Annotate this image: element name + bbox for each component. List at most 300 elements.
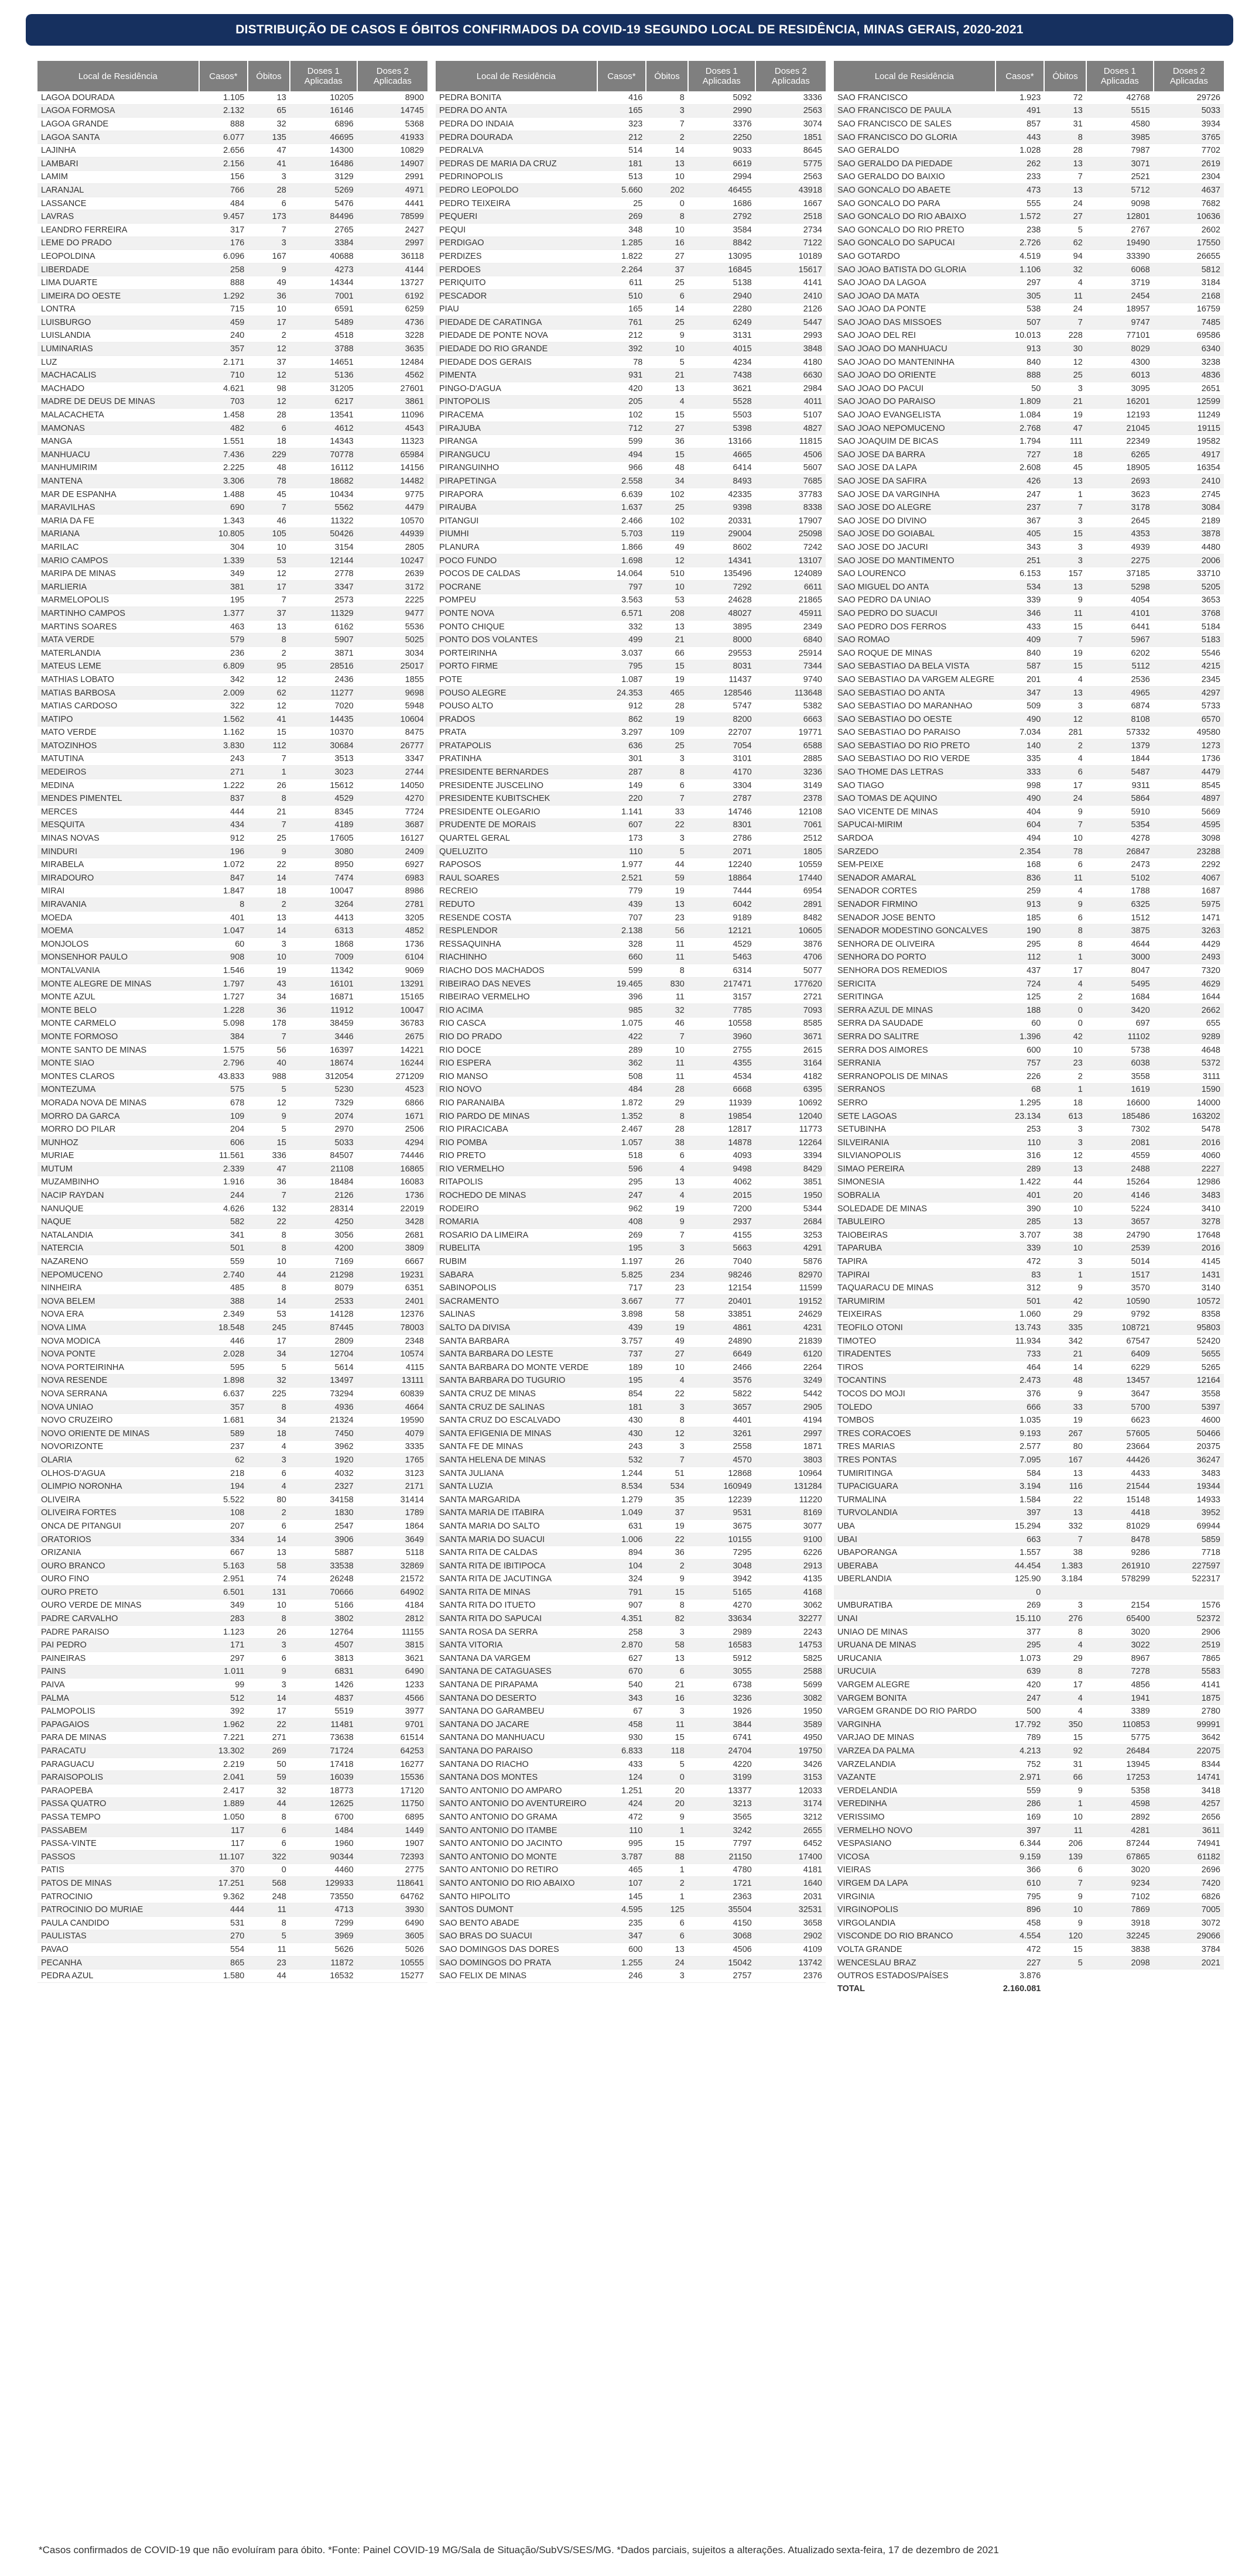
cell-doses1: 16532 bbox=[290, 1969, 357, 1983]
table-row bbox=[436, 170, 826, 184]
table-row bbox=[436, 1229, 826, 1242]
cell-local: MONTE ALEGRE DE MINAS bbox=[37, 977, 199, 991]
table-row bbox=[37, 1824, 427, 1837]
cell-obitos: 66 bbox=[1044, 1771, 1086, 1784]
cell-casos: 737 bbox=[597, 1348, 646, 1361]
cell-obitos: 157 bbox=[1044, 567, 1086, 581]
cell-local: RUBIM bbox=[436, 1255, 597, 1269]
header-obitos: Óbitos bbox=[646, 61, 687, 91]
cell-obitos: 36 bbox=[646, 1546, 687, 1560]
cell-obitos: 8 bbox=[646, 766, 687, 779]
cell-casos: 1.123 bbox=[199, 1625, 248, 1639]
table-row bbox=[37, 1745, 427, 1758]
cell-doses2: 3149 bbox=[755, 779, 826, 792]
table-row bbox=[436, 752, 826, 766]
cell-casos: 381 bbox=[199, 580, 248, 594]
cell-obitos: 8 bbox=[248, 792, 289, 806]
cell-doses2: 4115 bbox=[357, 1361, 427, 1375]
cell-obitos: 15 bbox=[1044, 1943, 1086, 1957]
cell-doses2: 3123 bbox=[357, 1467, 427, 1480]
cell-local: SAO JOSE DO JACURI bbox=[834, 541, 995, 554]
cell-casos: 5.522 bbox=[199, 1493, 248, 1506]
cell-local: LASSANCE bbox=[37, 197, 199, 210]
table-row bbox=[834, 1400, 1224, 1414]
cell-obitos: 8 bbox=[1044, 1625, 1086, 1639]
table-row bbox=[436, 872, 826, 885]
table-row bbox=[834, 620, 1224, 633]
cell-local: PEDRA DOURADA bbox=[436, 131, 597, 144]
cell-obitos: 3 bbox=[1044, 1255, 1086, 1269]
table-row bbox=[436, 1123, 826, 1136]
cell-doses1: 50426 bbox=[290, 527, 357, 541]
cell-casos: 377 bbox=[995, 1625, 1045, 1639]
cell-doses2: 3072 bbox=[1154, 1916, 1224, 1930]
cell-doses2: 3077 bbox=[755, 1520, 826, 1533]
cell-local: PEDRAS DE MARIA DA CRUZ bbox=[436, 157, 597, 170]
table-row bbox=[834, 1652, 1224, 1666]
cell-doses1: 3942 bbox=[688, 1573, 755, 1586]
cell-doses2: 29726 bbox=[1154, 91, 1224, 104]
table-row bbox=[834, 1573, 1224, 1586]
cell-doses2: 22075 bbox=[1154, 1745, 1224, 1758]
table-row bbox=[834, 1003, 1224, 1017]
table-row bbox=[436, 1109, 826, 1123]
cell-doses2: 72393 bbox=[357, 1850, 427, 1864]
cell-casos: 3.707 bbox=[995, 1229, 1045, 1242]
cell-doses2: 1671 bbox=[357, 1109, 427, 1123]
cell-doses2: 9701 bbox=[357, 1718, 427, 1732]
cell-doses1: 4101 bbox=[1086, 607, 1154, 621]
cell-doses1: 4032 bbox=[290, 1467, 357, 1480]
cell-local: TUMIRITINGA bbox=[834, 1467, 995, 1480]
cell-local: PIRAPETINGA bbox=[436, 475, 597, 488]
cell-local: VARZELANDIA bbox=[834, 1758, 995, 1771]
cell-doses2: 3098 bbox=[1154, 832, 1224, 845]
cell-obitos: 25 bbox=[248, 832, 289, 845]
cell-casos: 611 bbox=[597, 276, 646, 290]
cell-local: PAI PEDRO bbox=[37, 1639, 199, 1652]
cell-local: PRATA bbox=[436, 726, 597, 739]
cell-local: MOEDA bbox=[37, 911, 199, 924]
cell-local: MATIAS BARBOSA bbox=[37, 686, 199, 700]
cell-doses2: 2696 bbox=[1154, 1864, 1224, 1877]
table-row bbox=[436, 237, 826, 250]
cell-doses1: 5138 bbox=[688, 276, 755, 290]
table-row bbox=[436, 1348, 826, 1361]
table-row bbox=[436, 1916, 826, 1930]
cell-doses2: 6667 bbox=[357, 1255, 427, 1269]
cell-casos: 666 bbox=[995, 1400, 1045, 1414]
table-row bbox=[37, 382, 427, 396]
cell-doses2: 12264 bbox=[755, 1136, 826, 1149]
cell-obitos: 332 bbox=[1044, 1520, 1086, 1533]
cell-doses2: 2349 bbox=[755, 620, 826, 633]
cell-local: MINDURI bbox=[37, 845, 199, 858]
cell-casos: 599 bbox=[597, 964, 646, 978]
table-row bbox=[436, 289, 826, 303]
cell-obitos: 10 bbox=[646, 580, 687, 594]
cell-local: VERMELHO NOVO bbox=[834, 1824, 995, 1837]
cell-casos: 2.041 bbox=[199, 1771, 248, 1784]
cell-obitos: 7 bbox=[1044, 818, 1086, 832]
cell-doses1: 7292 bbox=[688, 580, 755, 594]
cell-local: MARIPA DE MINAS bbox=[37, 567, 199, 581]
cell-doses2: 1950 bbox=[755, 1705, 826, 1718]
cell-local: ORIZANIA bbox=[37, 1546, 199, 1560]
cell-local: RIO VERMELHO bbox=[436, 1163, 597, 1176]
cell-casos: 3.787 bbox=[597, 1850, 646, 1864]
cell-casos: 690 bbox=[199, 501, 248, 515]
cell-local: SAO SEBASTIAO DA VARGEM ALEGRE bbox=[834, 673, 995, 687]
table-row bbox=[37, 1903, 427, 1917]
cell-obitos: 3 bbox=[1044, 700, 1086, 713]
cell-doses2: 4441 bbox=[357, 197, 427, 210]
cell-obitos: 336 bbox=[248, 1149, 289, 1163]
cell-casos: 2.225 bbox=[199, 461, 248, 475]
table-row bbox=[436, 1030, 826, 1044]
cell-local: SERRA DA SAUDADE bbox=[834, 1017, 995, 1030]
cell-doses1: 16871 bbox=[290, 991, 357, 1004]
cell-local: SANTO ANTONIO DO AVENTUREIRO bbox=[436, 1797, 597, 1811]
cell-doses2: 13111 bbox=[357, 1374, 427, 1388]
cell-local: TOCANTINS bbox=[834, 1374, 995, 1388]
cell-doses1: 4189 bbox=[290, 818, 357, 832]
cell-doses2: 7320 bbox=[1154, 964, 1224, 978]
cell-local: SENADOR CORTES bbox=[834, 885, 995, 898]
cell-local: PESCADOR bbox=[436, 289, 597, 303]
cell-local: ONCA DE PITANGUI bbox=[37, 1520, 199, 1533]
cell-doses2: 25017 bbox=[357, 660, 427, 673]
cell-local: PATROCINIO bbox=[37, 1890, 199, 1903]
cell-doses1: 12240 bbox=[688, 858, 755, 872]
cell-doses2: 1851 bbox=[755, 131, 826, 144]
cell-local: PARA DE MINAS bbox=[37, 1731, 199, 1745]
table-row bbox=[37, 977, 427, 991]
table-row bbox=[834, 766, 1224, 779]
cell-casos: 1.872 bbox=[597, 1097, 646, 1110]
table-row bbox=[436, 1017, 826, 1030]
table-row bbox=[37, 1043, 427, 1057]
cell-casos: 9.457 bbox=[199, 210, 248, 224]
cell-casos: 195 bbox=[199, 594, 248, 607]
cell-doses2: 3809 bbox=[357, 1242, 427, 1255]
table-row bbox=[37, 594, 427, 607]
cell-casos: 343 bbox=[597, 1691, 646, 1705]
cell-doses1: 10590 bbox=[1086, 1295, 1154, 1308]
cell-local: PRUDENTE DE MORAIS bbox=[436, 818, 597, 832]
cell-local: OLIVEIRA bbox=[37, 1493, 199, 1506]
cell-doses1: 7444 bbox=[688, 885, 755, 898]
cell-obitos: 208 bbox=[646, 607, 687, 621]
cell-doses1: 2327 bbox=[290, 1480, 357, 1493]
cell-casos: 357 bbox=[199, 342, 248, 356]
cell-doses1: 7040 bbox=[688, 1255, 755, 1269]
cell-local: SAO SEBASTIAO DO RIO VERDE bbox=[834, 752, 995, 766]
cell-obitos: 17 bbox=[248, 1334, 289, 1348]
cell-obitos: 139 bbox=[1044, 1850, 1086, 1864]
cell-casos: 554 bbox=[199, 1943, 248, 1957]
cell-casos: 1.075 bbox=[597, 1017, 646, 1030]
cell-doses1: 2787 bbox=[688, 792, 755, 806]
cell-doses1: 24890 bbox=[688, 1334, 755, 1348]
cell-casos: 165 bbox=[597, 104, 646, 118]
cell-obitos: 31 bbox=[1044, 118, 1086, 131]
cell-casos: 439 bbox=[597, 898, 646, 912]
cell-obitos: 3 bbox=[248, 1454, 289, 1467]
cell-local: SAO JOAO DA MATA bbox=[834, 289, 995, 303]
cell-casos: 176 bbox=[199, 237, 248, 250]
table-row bbox=[37, 924, 427, 938]
cell-local: PLANURA bbox=[436, 541, 597, 554]
cell-obitos: 34 bbox=[646, 475, 687, 488]
cell-local: PORTO FIRME bbox=[436, 660, 597, 673]
cell-doses2: 1736 bbox=[357, 938, 427, 951]
cell-local: SANTA ROSA DA SERRA bbox=[436, 1625, 597, 1639]
cell-obitos: 27 bbox=[646, 422, 687, 435]
cell-obitos: 47 bbox=[248, 1163, 289, 1176]
cell-local: SANTA BARBARA DO LESTE bbox=[436, 1348, 597, 1361]
cell-casos: 323 bbox=[597, 118, 646, 131]
cell-doses2: 1667 bbox=[755, 197, 826, 210]
cell-local: LUMINARIAS bbox=[37, 342, 199, 356]
cell-doses1: 8950 bbox=[290, 858, 357, 872]
cell-obitos: 25 bbox=[1044, 369, 1086, 382]
cell-doses2: 2410 bbox=[1154, 475, 1224, 488]
cell-obitos: 12 bbox=[248, 700, 289, 713]
cell-obitos: 12 bbox=[1044, 1149, 1086, 1163]
cell-casos: 464 bbox=[995, 1361, 1045, 1375]
cell-doses2: 61182 bbox=[1154, 1850, 1224, 1864]
table-row bbox=[436, 1612, 826, 1626]
cell-obitos: 1 bbox=[646, 1824, 687, 1837]
cell-doses1: 9311 bbox=[1086, 779, 1154, 792]
cell-obitos: 18 bbox=[1044, 448, 1086, 462]
cell-doses1: 6623 bbox=[1086, 1414, 1154, 1427]
cell-obitos: 7 bbox=[646, 1229, 687, 1242]
cell-obitos: 45 bbox=[1044, 461, 1086, 475]
cell-doses1: 3055 bbox=[688, 1665, 755, 1678]
table-row bbox=[436, 1520, 826, 1533]
cell-casos: 1.047 bbox=[199, 924, 248, 938]
cell-casos: 243 bbox=[597, 1440, 646, 1454]
cell-doses1: 5747 bbox=[688, 700, 755, 713]
cell-doses2: 2225 bbox=[357, 594, 427, 607]
cell-obitos: 13 bbox=[1044, 1163, 1086, 1176]
table-row bbox=[834, 633, 1224, 647]
cell-obitos: 6 bbox=[646, 1665, 687, 1678]
cell-local: MESQUITA bbox=[37, 818, 199, 832]
cell-obitos: 3 bbox=[646, 1705, 687, 1718]
table-row bbox=[436, 567, 826, 581]
table-row bbox=[436, 1969, 826, 1983]
cell-local: LUZ bbox=[37, 355, 199, 369]
cell-obitos: 49 bbox=[646, 541, 687, 554]
cell-casos: 110 bbox=[995, 1136, 1045, 1149]
cell-doses2: 10964 bbox=[755, 1467, 826, 1480]
table-row bbox=[436, 1043, 826, 1057]
table-row bbox=[834, 1890, 1224, 1903]
cell-obitos: 29 bbox=[1044, 1308, 1086, 1321]
cell-casos: 169 bbox=[995, 1811, 1045, 1824]
table-row bbox=[37, 1731, 427, 1745]
cell-local: VERDELANDIA bbox=[834, 1784, 995, 1798]
cell-local: MONSENHOR PAULO bbox=[37, 951, 199, 964]
cell-doses2: 6395 bbox=[755, 1083, 826, 1097]
cell-doses2: 4506 bbox=[755, 448, 826, 462]
table-row bbox=[37, 726, 427, 739]
cell-obitos: 14 bbox=[646, 144, 687, 157]
cell-obitos: 44 bbox=[1044, 1176, 1086, 1189]
cell-obitos: 22 bbox=[646, 1533, 687, 1546]
cell-local: MINAS NOVAS bbox=[37, 832, 199, 845]
cell-casos: 1.255 bbox=[597, 1956, 646, 1969]
cell-casos: 83 bbox=[995, 1268, 1045, 1282]
cell-doses2: 3815 bbox=[357, 1639, 427, 1652]
cell-casos: 636 bbox=[597, 739, 646, 753]
cell-doses1: 7020 bbox=[290, 700, 357, 713]
cell-doses1: 4413 bbox=[290, 911, 357, 924]
cell-doses1: 3389 bbox=[1086, 1705, 1154, 1718]
cell-doses2: 4600 bbox=[1154, 1414, 1224, 1427]
table-row bbox=[436, 1559, 826, 1573]
cell-obitos: 534 bbox=[646, 1480, 687, 1493]
cell-local: RIO MANSO bbox=[436, 1070, 597, 1083]
cell-doses1: 3875 bbox=[1086, 924, 1154, 938]
footer-notes: *Casos confirmados de COVID-19 que não evoluíram para óbito. *Fonte: Painel COVID-19 MG/Sala de Situação/SubVS/SES/MG. *Dados parciais, sujeitos a alterações. Atualizado bbox=[39, 2544, 834, 2556]
cell-doses2: 2563 bbox=[755, 104, 826, 118]
cell-doses1: 4418 bbox=[1086, 1506, 1154, 1520]
cell-doses2: 5183 bbox=[1154, 633, 1224, 647]
cell-doses1: 4518 bbox=[290, 329, 357, 342]
table-row bbox=[436, 1665, 826, 1678]
cell-obitos: 19 bbox=[646, 1520, 687, 1533]
cell-casos: 888 bbox=[199, 118, 248, 131]
cell-local: TAIOBEIRAS bbox=[834, 1229, 995, 1242]
cell-doses2: 7685 bbox=[755, 475, 826, 488]
cell-obitos: 4 bbox=[1044, 673, 1086, 687]
table-row bbox=[436, 1903, 826, 1917]
cell-doses1: 217471 bbox=[688, 977, 755, 991]
cell-casos: 171 bbox=[199, 1639, 248, 1652]
cell-local: PERDIZES bbox=[436, 250, 597, 263]
cell-obitos: 7 bbox=[1044, 1533, 1086, 1546]
cell-casos: 715 bbox=[199, 303, 248, 316]
cell-local: ORATORIOS bbox=[37, 1533, 199, 1546]
cell-casos: 2.521 bbox=[597, 872, 646, 885]
cell-casos: 13.302 bbox=[199, 1745, 248, 1758]
cell-casos: 14.064 bbox=[597, 567, 646, 581]
cell-casos: 2.951 bbox=[199, 1573, 248, 1586]
cell-doses1: 14341 bbox=[688, 554, 755, 567]
table-row bbox=[37, 303, 427, 316]
cell-casos: 335 bbox=[995, 752, 1045, 766]
cell-doses2: 3952 bbox=[1154, 1506, 1224, 1520]
table-row bbox=[436, 1374, 826, 1388]
cell-casos: 1.279 bbox=[597, 1493, 646, 1506]
cell-obitos: 8 bbox=[1044, 924, 1086, 938]
cell-doses2: 3205 bbox=[357, 911, 427, 924]
table-row bbox=[37, 1797, 427, 1811]
cell-local: SANTA BARBARA DO TUGURIO bbox=[436, 1374, 597, 1388]
cell-local: VEREDINHA bbox=[834, 1797, 995, 1811]
cell-casos: 23.134 bbox=[995, 1109, 1045, 1123]
cell-casos: 667 bbox=[199, 1546, 248, 1560]
cell-obitos: 24 bbox=[1044, 197, 1086, 210]
cell-obitos: 3 bbox=[248, 170, 289, 184]
cell-casos: 6.344 bbox=[995, 1837, 1045, 1851]
cell-doses1: 11939 bbox=[688, 1097, 755, 1110]
cell-doses2: 49580 bbox=[1154, 726, 1224, 739]
cell-local: SAO JOAO EVANGELISTA bbox=[834, 409, 995, 422]
table-row bbox=[834, 210, 1224, 224]
cell-casos: 761 bbox=[597, 316, 646, 330]
cell-doses1: 1844 bbox=[1086, 752, 1154, 766]
cell-doses2: 3765 bbox=[1154, 131, 1224, 144]
cell-local: NEPOMUCENO bbox=[37, 1268, 199, 1282]
cell-obitos: 7 bbox=[248, 1030, 289, 1044]
cell-casos: 1.898 bbox=[199, 1374, 248, 1388]
table-row bbox=[37, 1454, 427, 1467]
cell-doses1: 2536 bbox=[1086, 673, 1154, 687]
cell-obitos: 35 bbox=[646, 1493, 687, 1506]
cell-doses1: 33538 bbox=[290, 1559, 357, 1573]
cell-casos: 1.794 bbox=[995, 435, 1045, 448]
table-row bbox=[436, 1573, 826, 1586]
cell-doses1: 67865 bbox=[1086, 1850, 1154, 1864]
cell-doses1: 18773 bbox=[290, 1784, 357, 1798]
cell-doses1: 6668 bbox=[688, 1083, 755, 1097]
cell-doses2: 82970 bbox=[755, 1268, 826, 1282]
cell-doses1: 3376 bbox=[688, 118, 755, 131]
cell-casos: 173 bbox=[597, 832, 646, 845]
cell-casos: 270 bbox=[199, 1930, 248, 1943]
cell-doses2: 2991 bbox=[357, 170, 427, 184]
cell-doses2: 4194 bbox=[755, 1414, 826, 1427]
cell-doses1: 7278 bbox=[1086, 1665, 1154, 1678]
table-row bbox=[37, 1811, 427, 1824]
cell-casos: 181 bbox=[597, 1400, 646, 1414]
cell-doses1: 8842 bbox=[688, 237, 755, 250]
cell-obitos: 3 bbox=[248, 237, 289, 250]
cell-obitos: 465 bbox=[646, 686, 687, 700]
cell-obitos: 3 bbox=[646, 752, 687, 766]
cell-doses2: 3184 bbox=[1154, 276, 1224, 290]
cell-casos: 532 bbox=[597, 1454, 646, 1467]
cell-doses1: 2436 bbox=[290, 673, 357, 687]
table-row bbox=[834, 395, 1224, 409]
cell-doses1: 16101 bbox=[290, 977, 357, 991]
cell-obitos: 6 bbox=[248, 197, 289, 210]
table-row bbox=[37, 1136, 427, 1149]
table-row bbox=[436, 1440, 826, 1454]
cell-doses2: 2016 bbox=[1154, 1136, 1224, 1149]
cell-doses2: 5344 bbox=[755, 1202, 826, 1215]
cell-local: SANTANA DO DESERTO bbox=[436, 1691, 597, 1705]
cell-casos: 2.768 bbox=[995, 422, 1045, 435]
cell-doses1: 5663 bbox=[688, 1242, 755, 1255]
cell-doses2: 12484 bbox=[357, 355, 427, 369]
cell-doses2: 2304 bbox=[1154, 170, 1224, 184]
cell-doses1: 1684 bbox=[1086, 991, 1154, 1004]
cell-doses1: 3647 bbox=[1086, 1388, 1154, 1401]
cell-doses1: 5358 bbox=[1086, 1784, 1154, 1798]
table-row bbox=[37, 1255, 427, 1269]
cell-obitos: 32 bbox=[248, 118, 289, 131]
cell-local: RIO NOVO bbox=[436, 1083, 597, 1097]
cell-local: SANTANA DA VARGEM bbox=[436, 1652, 597, 1666]
table-row bbox=[37, 607, 427, 621]
cell-local: SAO PEDRO DA UNIAO bbox=[834, 594, 995, 607]
